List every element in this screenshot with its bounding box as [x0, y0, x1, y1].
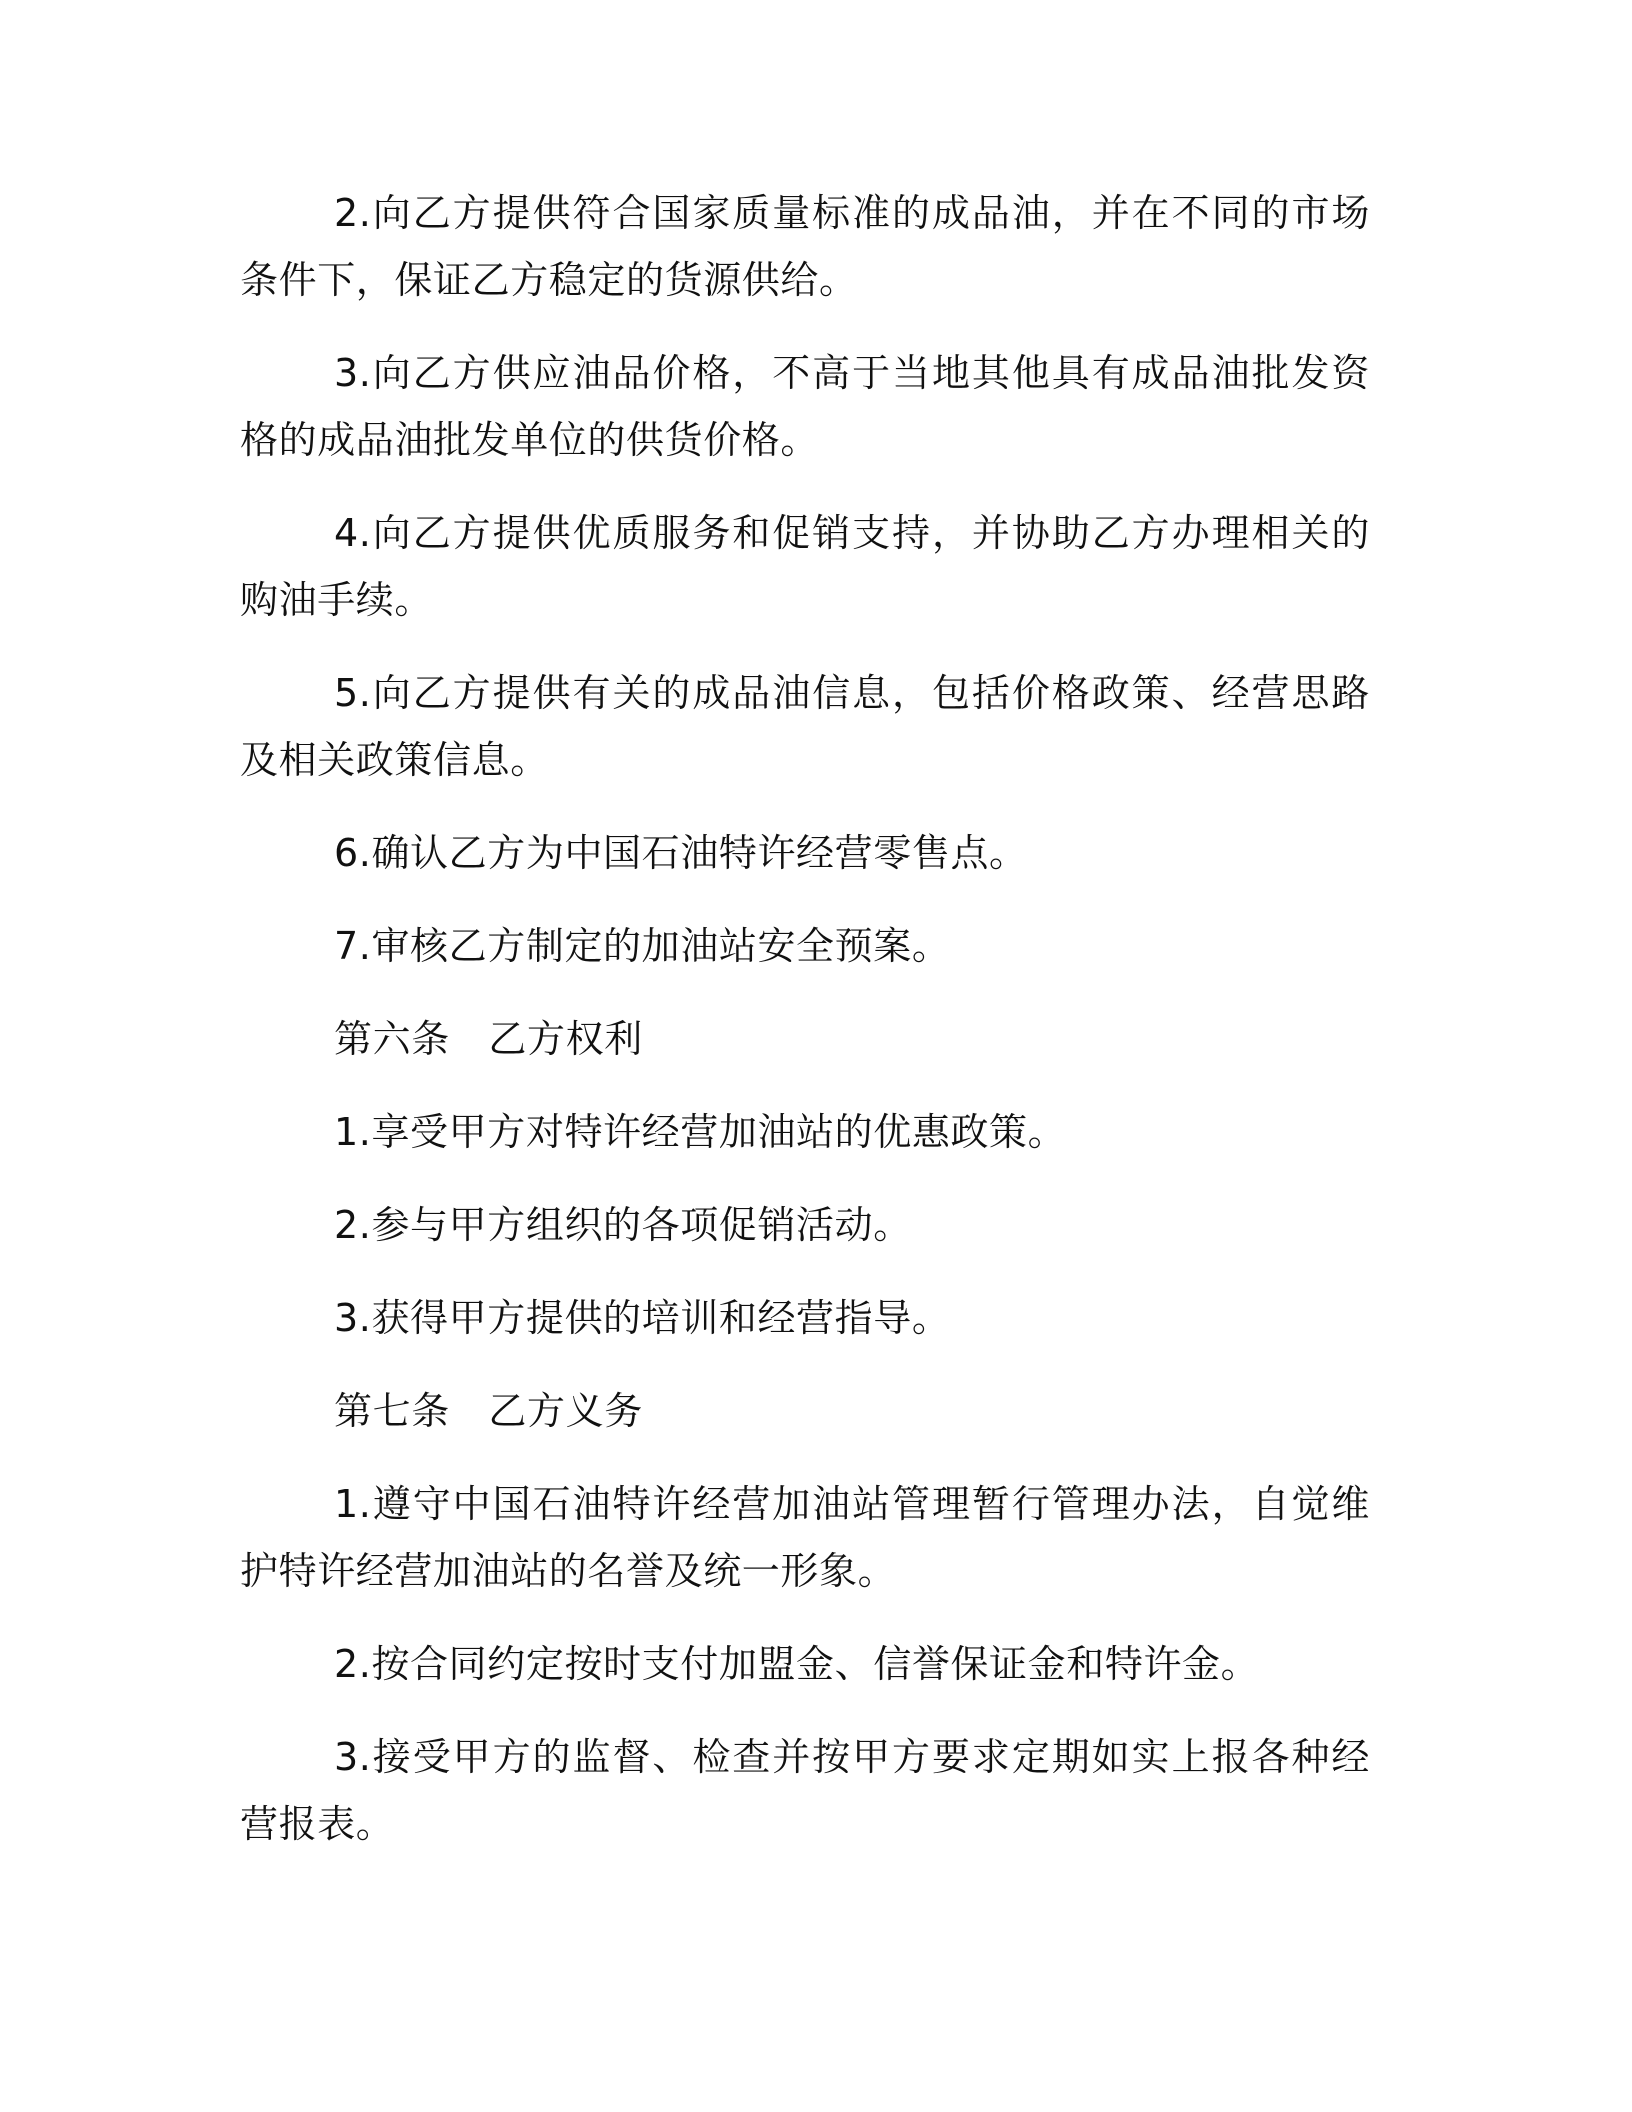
document-body: [240, 180, 1370, 1884]
paragraph-right-1: 1.享受甲方对特许经营加油站的优惠政策。: [334, 1110, 1067, 1154]
paragraph-obligation-5: 5.向乙方提供有关的成品油信息，包括价格政策、经营思路及相关政策信息。: [240, 671, 1370, 782]
paragraph-obligation-6: 6.确认乙方为中国石油特许经营零售点。: [334, 831, 1028, 875]
paragraph-duty-1: 1.遵守中国石油特许经营加油站管理暂行管理办法，自觉维护特许经营加油站的名誉及统一形象。: [240, 1482, 1370, 1593]
section-heading-article-7: 第七条 乙方义务: [334, 1389, 643, 1433]
paragraph-duty-2: 2.按合同约定按时支付加盟金、信誉保证金和特许金。: [334, 1642, 1260, 1686]
paragraph-right-2: 2.参与甲方组织的各项促销活动。: [334, 1203, 912, 1247]
paragraph-right-3: 3.获得甲方提供的培训和经营指导。: [334, 1296, 951, 1340]
paragraph-obligation-2: 2.向乙方提供符合国家质量标准的成品油，并在不同的市场条件下，保证乙方稳定的货源供给。: [240, 191, 1370, 302]
paragraph-duty-3: 3.接受甲方的监督、检查并按甲方要求定期如实上报各种经营报表。: [240, 1735, 1370, 1846]
paragraph-obligation-3: 3.向乙方供应油品价格，不高于当地其他具有成品油批发资格的成品油批发单位的供货价格。: [240, 351, 1370, 462]
paragraph-obligation-7: 7.审核乙方制定的加油站安全预案。: [334, 924, 951, 968]
paragraph-obligation-4: 4.向乙方提供优质服务和促销支持，并协助乙方办理相关的购油手续。: [240, 511, 1370, 622]
section-heading-article-6: 第六条 乙方权利: [334, 1017, 643, 1061]
